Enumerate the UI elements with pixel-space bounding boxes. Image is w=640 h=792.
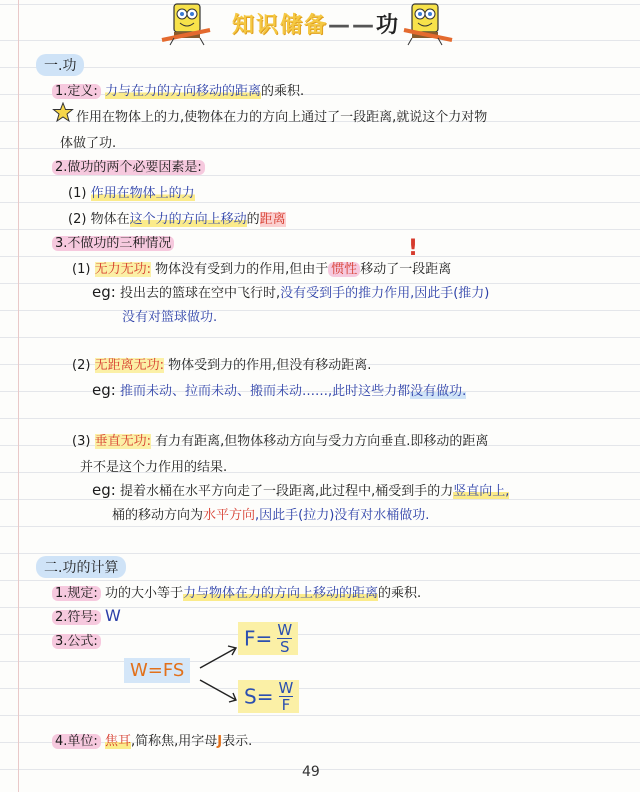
case-2-example: eg: 推而未动、拉而未动、搬而未动……,此时这些力都没有做功. bbox=[92, 381, 467, 399]
spongebob-right-icon bbox=[398, 0, 454, 46]
formula-distance: S= $\frac{W}{F}$ bbox=[238, 680, 299, 713]
case-3-line-2: 并不是这个力作用的结果. bbox=[80, 460, 228, 475]
formula-label: 3.公式: bbox=[52, 630, 101, 649]
star-icon bbox=[52, 102, 74, 122]
section-1-title: 一.功 bbox=[36, 54, 84, 76]
note-line-2: 体做了功. bbox=[60, 136, 117, 151]
case-3-example-2: 桶的移动方向为水平方向,因此手(拉力)没有对水桶做功. bbox=[112, 508, 430, 523]
formula-force: F= $\frac{W}{S}$ bbox=[238, 622, 298, 655]
section-2-title: 二.功的计算 bbox=[36, 556, 126, 578]
definition-line: 1.定义: 力与在力的方向移动的距离的乘积. bbox=[52, 80, 304, 99]
rule-line: 1.规定: 功的大小等于力与物体在力的方向上移动的距离的乘积. bbox=[52, 582, 421, 601]
spongebob-left-icon bbox=[160, 0, 216, 46]
formula-main: W=FS bbox=[124, 658, 190, 683]
exclamation-icon: ! bbox=[408, 236, 419, 261]
margin-line bbox=[18, 0, 19, 792]
no-work-title: 3.不做功的三种情况 bbox=[52, 232, 174, 251]
note-line-1: 作用在物体上的力,使物体在力的方向上通过了一段距离,就说这个力对物 bbox=[76, 110, 488, 125]
factors-title: 2.做功的两个必要因素是: bbox=[52, 156, 205, 175]
formula-arrows bbox=[196, 640, 242, 710]
case-2-line: (2) 无距离无功: 物体受到力的作用,但没有移动距离. bbox=[72, 358, 372, 373]
factor-2: (2) 物体在这个力的方向上移动的距离 bbox=[68, 212, 286, 227]
unit-line: 4.单位: 焦耳,简称焦,用字母J表示. bbox=[52, 730, 252, 749]
case-1-example-1: eg: 投出去的篮球在空中飞行时,没有受到手的推力作用,因此手(推力) bbox=[92, 283, 490, 301]
case-3-line-1: (3) 垂直无功: 有力有距离,但物体移动方向与受力方向垂直.即移动的距离 bbox=[72, 434, 489, 449]
symbol-line: 2.符号: W bbox=[52, 606, 121, 625]
page-title: 知识储备——功 bbox=[232, 13, 401, 38]
case-3-example-1: eg: 提着水桶在水平方向走了一段距离,此过程中,桶受到手的力竖直向上, bbox=[92, 481, 510, 499]
page-number: 49 bbox=[302, 764, 320, 780]
case-1-line: (1) 无力无功: 物体没有受到力的作用,但由于 惯性 移动了一段距离 bbox=[72, 262, 452, 277]
factor-1: (1) 作用在物体上的力 bbox=[68, 186, 195, 201]
case-1-example-2: 没有对篮球做功. bbox=[122, 310, 218, 325]
